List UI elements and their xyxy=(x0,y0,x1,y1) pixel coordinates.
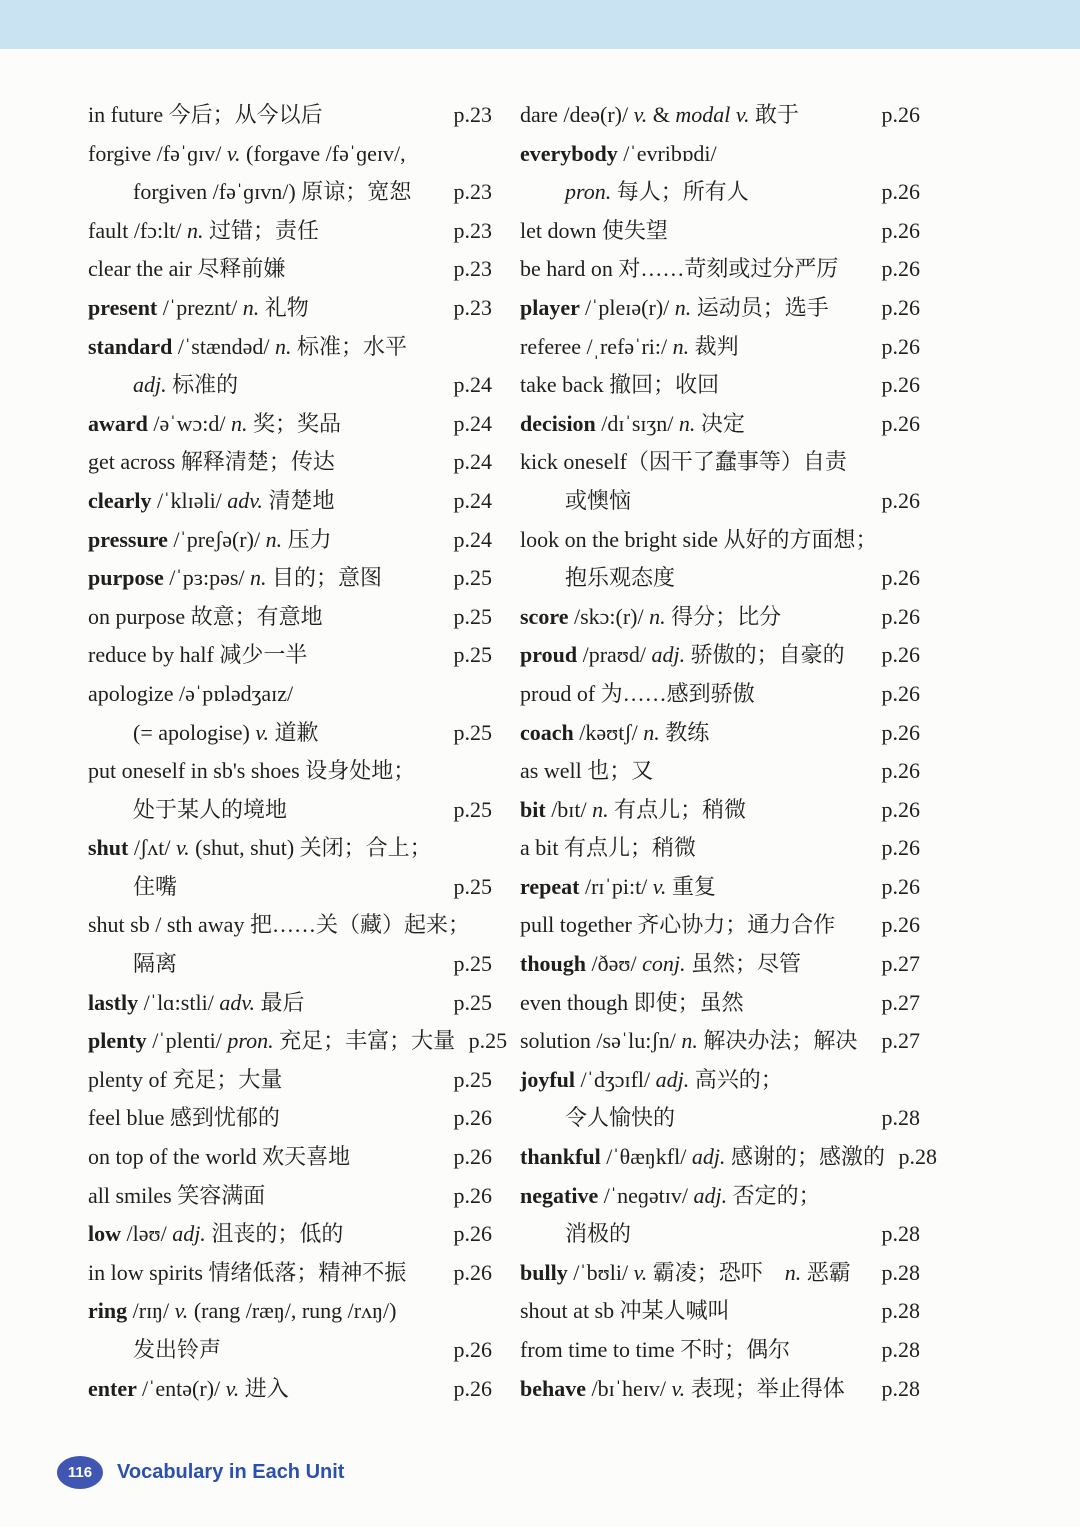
vocab-line xyxy=(520,829,920,868)
vocab-entry-text: bit /bɪt/ n. 有点儿；稍微 xyxy=(520,796,747,822)
vocab-entry-text: plenty of 充足；大量 xyxy=(88,1066,283,1092)
vocab-line xyxy=(520,714,920,753)
vocab-entry-text: score /skɔ:(r)/ n. 得分；比分 xyxy=(520,603,782,629)
vocab-entry-text: clearly /ˈklɪəli/ adv. 清楚地 xyxy=(88,487,335,513)
vocab-entry-text: feel blue 感到忧郁的 xyxy=(88,1105,280,1131)
vocab-entry-text: forgive /fəˈɡɪv/ v. (forgave /fəˈɡeɪv/, xyxy=(88,140,406,166)
vocab-entry-text: low /ləʊ/ adj. 沮丧的；低的 xyxy=(88,1221,344,1247)
page-reference: p.24 xyxy=(453,449,492,475)
vocab-line xyxy=(88,212,492,251)
vocab-entry-text: present /ˈpreznt/ n. 礼物 xyxy=(88,294,309,320)
vocab-line xyxy=(520,328,920,367)
page-reference: p.23 xyxy=(453,256,492,282)
vocab-entry-text: shut sb / sth away 把……关（藏）起来； xyxy=(88,912,470,938)
vocab-line xyxy=(88,366,492,405)
page-reference: p.25 xyxy=(453,719,492,745)
vocab-line xyxy=(88,289,492,328)
vocab-entry-text: shut /ʃʌt/ v. (shut, shut) 关闭；合上； xyxy=(88,835,432,861)
page-reference: p.23 xyxy=(453,294,492,320)
vocab-line xyxy=(88,829,492,868)
vocab-column-left xyxy=(88,96,508,1408)
vocab-line xyxy=(520,1331,920,1370)
vocab-entry-text: 抱乐观态度 xyxy=(565,565,676,591)
page-reference: p.25 xyxy=(453,873,492,899)
page-reference: p.26 xyxy=(881,333,920,359)
vocab-entry-text: enter /ˈentə(r)/ v. 进入 xyxy=(88,1375,289,1401)
vocab-line xyxy=(88,443,492,482)
page-reference: p.25 xyxy=(453,565,492,591)
vocab-entry-text: all smiles 笑容满面 xyxy=(88,1182,266,1208)
vocab-entry-text: ring /rɪŋ/ v. (rang /ræŋ/, rung /rʌŋ/) xyxy=(88,1298,397,1324)
vocab-line xyxy=(520,173,920,212)
vocab-line xyxy=(88,752,492,791)
vocab-entry-text: apologize /əˈpɒlədʒaɪz/ xyxy=(88,680,294,706)
page-reference: p.26 xyxy=(881,603,920,629)
page-reference: p.26 xyxy=(453,1375,492,1401)
vocab-entry-text: forgiven /fəˈɡɪvn/) 原谅；宽恕 xyxy=(133,179,412,205)
vocab-entry-text: plenty /ˈplenti/ pron. 充足；丰富；大量 xyxy=(88,1028,456,1054)
vocab-line xyxy=(88,675,492,714)
vocab-entry-text: negative /ˈneɡətɪv/ adj. 否定的； xyxy=(520,1182,821,1208)
vocab-entry-text: behave /bɪˈheɪv/ v. 表现；举止得体 xyxy=(520,1375,845,1401)
vocabulary-list xyxy=(0,49,1080,1408)
vocab-entry-text: 或懊恼 xyxy=(565,487,632,513)
page-reference: p.28 xyxy=(881,1375,920,1401)
page-reference: p.26 xyxy=(881,680,920,706)
page-reference: p.25 xyxy=(453,796,492,822)
vocab-line xyxy=(520,984,920,1023)
vocab-line xyxy=(520,1177,920,1216)
vocab-entry-text: joyful /ˈdʒɔɪfl/ adj. 高兴的； xyxy=(520,1066,783,1092)
vocab-entry-text: solution /səˈlu:ʃn/ n. 解决办法；解决 xyxy=(520,1028,858,1054)
page-reference: p.26 xyxy=(881,719,920,745)
page-reference: p.26 xyxy=(881,102,920,127)
page-reference: p.26 xyxy=(453,1105,492,1131)
vocab-line xyxy=(520,1292,920,1331)
vocab-entry-text: even though 即使；虽然 xyxy=(520,989,744,1015)
page-reference: p.24 xyxy=(453,372,492,398)
vocab-entry-text: 消极的 xyxy=(565,1221,632,1247)
vocab-line xyxy=(88,1254,492,1293)
page-reference: p.28 xyxy=(881,1298,920,1324)
top-banner xyxy=(0,0,1080,49)
vocab-line xyxy=(88,135,492,174)
vocab-line xyxy=(88,1177,492,1216)
vocab-line xyxy=(520,366,920,405)
vocab-entry-text: get across 解释清楚；传达 xyxy=(88,449,335,475)
page-reference: p.26 xyxy=(881,835,920,861)
page-reference: p.25 xyxy=(453,951,492,977)
page-reference: p.26 xyxy=(453,1259,492,1285)
vocab-line xyxy=(520,868,920,907)
vocab-entry-text: award /əˈwɔ:d/ n. 奖；奖品 xyxy=(88,410,341,436)
vocab-entry-text: purpose /ˈpɜ:pəs/ n. 目的；意图 xyxy=(88,565,383,591)
page-reference: p.26 xyxy=(881,217,920,243)
vocab-line xyxy=(520,212,920,251)
vocab-line xyxy=(520,636,920,675)
vocab-entry-text: a bit 有点儿；稍微 xyxy=(520,835,696,861)
vocab-line xyxy=(88,791,492,830)
vocab-entry-text: standard /ˈstændəd/ n. 标准；水平 xyxy=(88,333,408,359)
page-reference: p.24 xyxy=(453,410,492,436)
vocab-line xyxy=(88,173,492,212)
vocab-line xyxy=(88,984,492,1023)
vocab-entry-text: look on the bright side 从好的方面想； xyxy=(520,526,878,552)
page-reference: p.28 xyxy=(881,1105,920,1131)
vocab-line xyxy=(88,1022,508,1061)
vocab-line xyxy=(88,1370,492,1409)
vocab-line xyxy=(88,1099,492,1138)
page-reference: p.26 xyxy=(453,1182,492,1208)
vocab-entry-text: from time to time 不时；偶尔 xyxy=(520,1337,791,1362)
vocab-entry-text: pull together 齐心协力；通力合作 xyxy=(520,912,836,938)
vocab-line xyxy=(88,250,492,289)
page-reference: p.26 xyxy=(881,372,920,398)
vocab-entry-text: let down 使失望 xyxy=(520,217,668,243)
vocab-entry-text: 发出铃声 xyxy=(133,1337,222,1362)
vocab-line xyxy=(88,1138,492,1177)
page-reference: p.25 xyxy=(468,1028,508,1054)
page-reference: p.26 xyxy=(453,1337,492,1362)
page-reference: p.25 xyxy=(453,989,492,1015)
vocab-entry-text: proud of 为……感到骄傲 xyxy=(520,680,755,706)
vocab-entry-text: though /ðəʊ/ conj. 虽然；尽管 xyxy=(520,951,802,977)
vocab-entry-text: shout at sb 冲某人喊叫 xyxy=(520,1298,730,1324)
vocab-line xyxy=(520,521,920,560)
page-reference: p.26 xyxy=(881,873,920,899)
vocab-entry-text: everybody /ˈevribɒdi/ xyxy=(520,140,717,166)
vocab-line xyxy=(88,868,492,907)
vocab-line xyxy=(88,559,492,598)
vocab-line xyxy=(88,1331,492,1370)
vocab-entry-text: decision /dɪˈsɪʒn/ n. 决定 xyxy=(520,410,745,436)
page-reference: p.26 xyxy=(881,256,920,282)
page-reference: p.27 xyxy=(881,951,920,977)
vocab-entry-text: pron. 每人；所有人 xyxy=(565,179,749,205)
vocab-entry-text: adj. 标准的 xyxy=(133,372,239,398)
vocab-entry-text: coach /kəʊtʃ/ n. 教练 xyxy=(520,719,710,745)
vocab-line xyxy=(520,752,920,791)
vocab-line xyxy=(520,250,920,289)
vocab-entry-text: fault /fɔ:lt/ n. 过错；责任 xyxy=(88,217,319,243)
vocab-entry-text: 住嘴 xyxy=(133,873,178,899)
page-reference: p.28 xyxy=(881,1259,920,1285)
page-reference: p.28 xyxy=(881,1337,920,1362)
vocab-line xyxy=(88,328,492,367)
vocab-entry-text: repeat /rɪˈpi:t/ v. 重复 xyxy=(520,873,716,899)
vocab-entry-text: reduce by half 减少一半 xyxy=(88,642,308,668)
vocab-column-right xyxy=(520,96,937,1408)
vocab-line xyxy=(88,598,492,637)
vocab-entry-text: 令人愉快的 xyxy=(565,1105,676,1131)
vocab-line xyxy=(520,559,920,598)
vocab-line xyxy=(520,1254,920,1293)
vocab-line xyxy=(88,482,492,521)
vocab-line xyxy=(520,945,920,984)
page-reference: p.27 xyxy=(881,989,920,1015)
vocab-line xyxy=(88,96,492,135)
page-reference: p.28 xyxy=(898,1144,937,1170)
page-reference: p.26 xyxy=(881,487,920,513)
page-reference: p.23 xyxy=(453,217,492,243)
vocab-line xyxy=(88,906,492,945)
vocab-line xyxy=(88,1215,492,1254)
vocab-line xyxy=(88,405,492,444)
vocab-entry-text: 处于某人的境地 xyxy=(133,796,288,822)
vocab-entry-text: dare /deə(r)/ v. & modal v. 敢于 xyxy=(520,102,800,127)
page-reference: p.24 xyxy=(453,487,492,513)
page-reference: p.25 xyxy=(453,603,492,629)
vocab-line xyxy=(520,482,920,521)
vocab-entry-text: be hard on 对……苛刻或过分严厉 xyxy=(520,256,839,282)
vocab-line xyxy=(520,1022,920,1061)
vocab-line xyxy=(520,405,920,444)
vocab-line xyxy=(520,1061,920,1100)
vocab-entry-text: pressure /ˈpreʃə(r)/ n. 压力 xyxy=(88,526,332,552)
page-reference: p.23 xyxy=(453,102,492,127)
page-reference: p.26 xyxy=(453,1221,492,1247)
page-reference: p.26 xyxy=(881,758,920,784)
vocab-line xyxy=(88,945,492,984)
page-number-badge: 116 xyxy=(57,1456,103,1489)
page-reference: p.26 xyxy=(881,912,920,938)
page-reference: p.24 xyxy=(453,526,492,552)
vocab-line xyxy=(520,906,920,945)
vocab-entry-text: referee /ˌrefəˈri:/ n. 裁判 xyxy=(520,333,739,359)
vocab-entry-text: thankful /ˈθæŋkfl/ adj. 感谢的；感激的 xyxy=(520,1144,885,1170)
vocab-line xyxy=(520,1215,920,1254)
page-reference: p.26 xyxy=(453,1144,492,1170)
vocab-entry-text: in low spirits 情绪低落；精神不振 xyxy=(88,1259,407,1285)
page-reference: p.26 xyxy=(881,294,920,320)
vocab-entry-text: lastly /ˈlɑ:stli/ adv. 最后 xyxy=(88,989,305,1015)
vocab-line xyxy=(88,1061,492,1100)
vocab-line xyxy=(520,1138,937,1177)
page-reference: p.26 xyxy=(881,642,920,668)
vocab-line xyxy=(88,714,492,753)
page-reference: p.25 xyxy=(453,642,492,668)
vocab-entry-text: (= apologise) v. 道歉 xyxy=(133,719,319,745)
vocab-entry-text: put oneself in sb's shoes 设身处地； xyxy=(88,758,416,784)
vocab-entry-text: in future 今后；从今以后 xyxy=(88,102,323,127)
vocab-entry-text: on top of the world 欢天喜地 xyxy=(88,1144,351,1170)
page-reference: p.26 xyxy=(881,179,920,205)
vocab-line xyxy=(520,135,920,174)
vocab-entry-text: as well 也；又 xyxy=(520,758,654,784)
vocab-entry-text: take back 撤回；收回 xyxy=(520,372,720,398)
footer-section-title: Vocabulary in Each Unit xyxy=(117,1461,345,1483)
page-reference: p.28 xyxy=(881,1221,920,1247)
vocab-entry-text: clear the air 尽释前嫌 xyxy=(88,256,286,282)
vocab-line xyxy=(520,443,920,482)
page-reference: p.26 xyxy=(881,565,920,591)
page-reference: p.23 xyxy=(453,179,492,205)
vocab-entry-text: bully /ˈbʊli/ v. 霸凌；恐吓 n. 恶霸 xyxy=(520,1259,851,1285)
vocab-entry-text: player /ˈpleɪə(r)/ n. 运动员；选手 xyxy=(520,294,829,320)
vocab-entry-text: on purpose 故意；有意地 xyxy=(88,603,323,629)
vocab-line xyxy=(520,289,920,328)
vocab-line xyxy=(520,1099,920,1138)
vocab-line xyxy=(520,791,920,830)
page-reference: p.27 xyxy=(881,1028,920,1054)
page-reference: p.26 xyxy=(881,796,920,822)
page-reference: p.25 xyxy=(453,1066,492,1092)
vocab-line xyxy=(520,1370,920,1409)
vocab-line xyxy=(88,1292,492,1331)
vocab-line xyxy=(520,598,920,637)
vocab-entry-text: kick oneself（因干了蠢事等）自责 xyxy=(520,449,847,475)
page-reference: p.26 xyxy=(881,410,920,436)
page-footer xyxy=(57,1456,344,1489)
vocab-line xyxy=(520,96,920,135)
vocab-entry-text: 隔离 xyxy=(133,951,178,977)
vocab-line xyxy=(88,521,492,560)
vocab-entry-text: proud /praʊd/ adj. 骄傲的；自豪的 xyxy=(520,642,845,668)
vocab-line xyxy=(520,675,920,714)
vocab-line xyxy=(88,636,492,675)
